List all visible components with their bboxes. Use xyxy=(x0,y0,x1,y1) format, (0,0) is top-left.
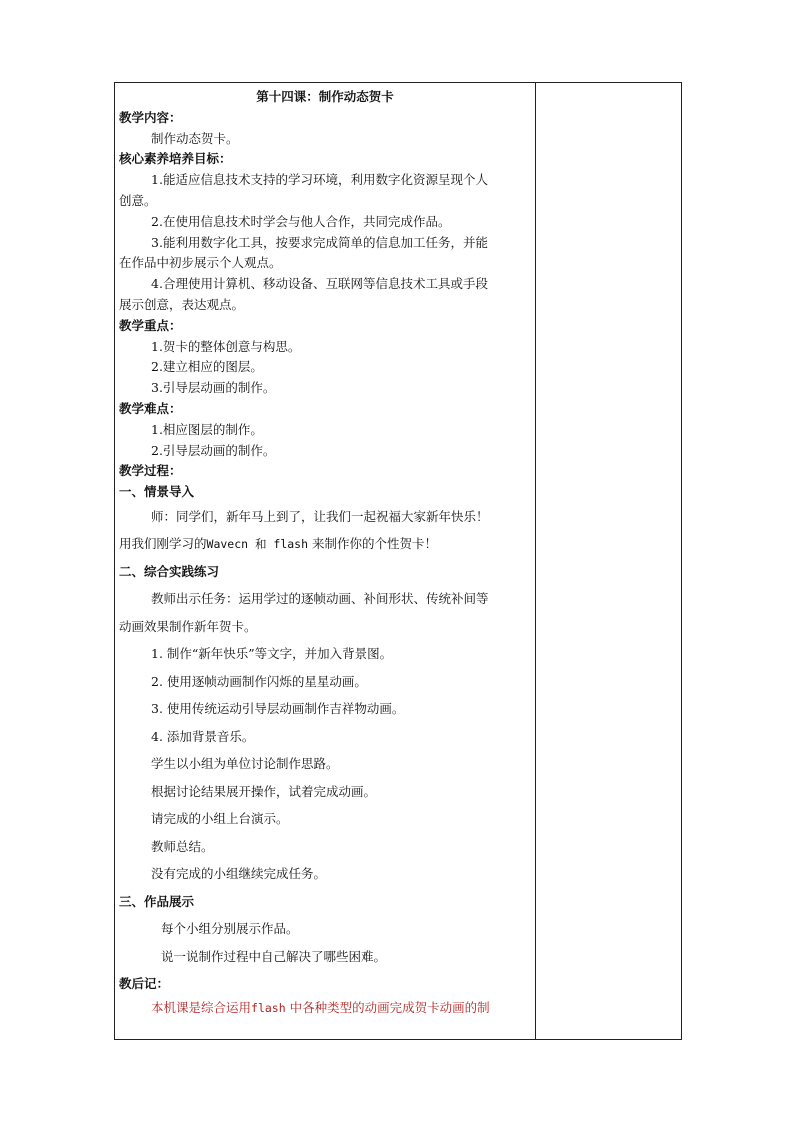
part2-line1: 教师出示任务：运用学过的逐帧动画、补间形状、传统补间等 xyxy=(151,591,489,607)
page-title: 第十四课：制作动态贺卡 xyxy=(256,89,394,104)
content-heading: 教学内容： xyxy=(119,109,182,125)
part2-heading: 二、综合实践练习 xyxy=(119,563,220,579)
part3-item-2: 说一说制作过程中自己解决了哪些困难。 xyxy=(161,948,387,964)
goal-4: 4.合理使用计算机、移动设备、互联网等信息技术工具或手段 xyxy=(151,276,488,292)
task-4: 4. 添加背景音乐。 xyxy=(151,728,255,744)
difficult-point-2: 2.引导层动画的制作。 xyxy=(151,442,276,458)
key-point-1: 1.贺卡的整体创意与构思。 xyxy=(151,338,301,354)
part3-item-1: 每个小组分别展示作品。 xyxy=(161,921,299,937)
reflection-text: 本机课是综合运用flash 中各种类型的动画完成贺卡动画的制 xyxy=(151,999,490,1015)
part1-line2: 用我们刚学习的Wavecn 和 flash 来制作你的个性贺卡！ xyxy=(119,536,438,552)
step-1: 学生以小组为单位讨论制作思路。 xyxy=(151,756,339,772)
content-text: 制作动态贺卡。 xyxy=(151,130,239,146)
goal-2: 2.在使用信息技术时学会与他人合作，共同完成作品。 xyxy=(151,213,451,229)
column-divider xyxy=(535,83,536,1039)
goal-1-cont: 创意。 xyxy=(119,192,157,208)
reflection-heading: 教后记： xyxy=(119,976,170,992)
part2-line2: 动画效果制作新年贺卡。 xyxy=(119,618,257,634)
part1-heading: 一、情景导入 xyxy=(119,484,195,500)
part1-line1: 师：同学们，新年马上到了，让我们一起祝福大家新年快乐！ xyxy=(151,508,489,524)
task-2: 2. 使用逐帧动画制作闪烁的星星动画。 xyxy=(151,673,367,689)
step-5: 没有完成的小组继续完成任务。 xyxy=(151,866,327,882)
process-heading: 教学过程： xyxy=(119,463,182,479)
lesson-content xyxy=(119,87,531,1019)
goal-1: 1.能适应信息技术支持的学习环境，利用数字化资源呈现个人 xyxy=(151,172,488,188)
step-2: 根据讨论结果展开操作，试着完成动画。 xyxy=(151,783,377,799)
goals-heading: 核心素养培养目标： xyxy=(119,151,232,167)
part3-heading: 三、作品展示 xyxy=(119,893,195,909)
step-4: 教师总结。 xyxy=(151,838,214,854)
step-3: 请完成的小组上台演示。 xyxy=(151,811,289,827)
task-3: 3. 使用传统运动引导层动画制作吉祥物动画。 xyxy=(151,701,405,717)
difficult-point-1: 1.相应图层的制作。 xyxy=(151,421,263,437)
task-1: 1. 制作“新年快乐”等文字，并加入背景图。 xyxy=(151,646,393,662)
lesson-table xyxy=(114,82,682,1040)
key-point-3: 3.引导层动画的制作。 xyxy=(151,380,276,396)
key-heading: 教学重点： xyxy=(119,317,182,333)
difficult-heading: 教学难点： xyxy=(119,400,182,416)
goal-3-cont: 在作品中初步展示个人观点。 xyxy=(119,255,282,271)
goal-3: 3.能利用数字化工具，按要求完成简单的信息加工任务，并能 xyxy=(151,234,488,250)
goal-4-cont: 展示创意，表达观点。 xyxy=(119,296,245,312)
key-point-2: 2.建立相应的图层。 xyxy=(151,359,263,375)
